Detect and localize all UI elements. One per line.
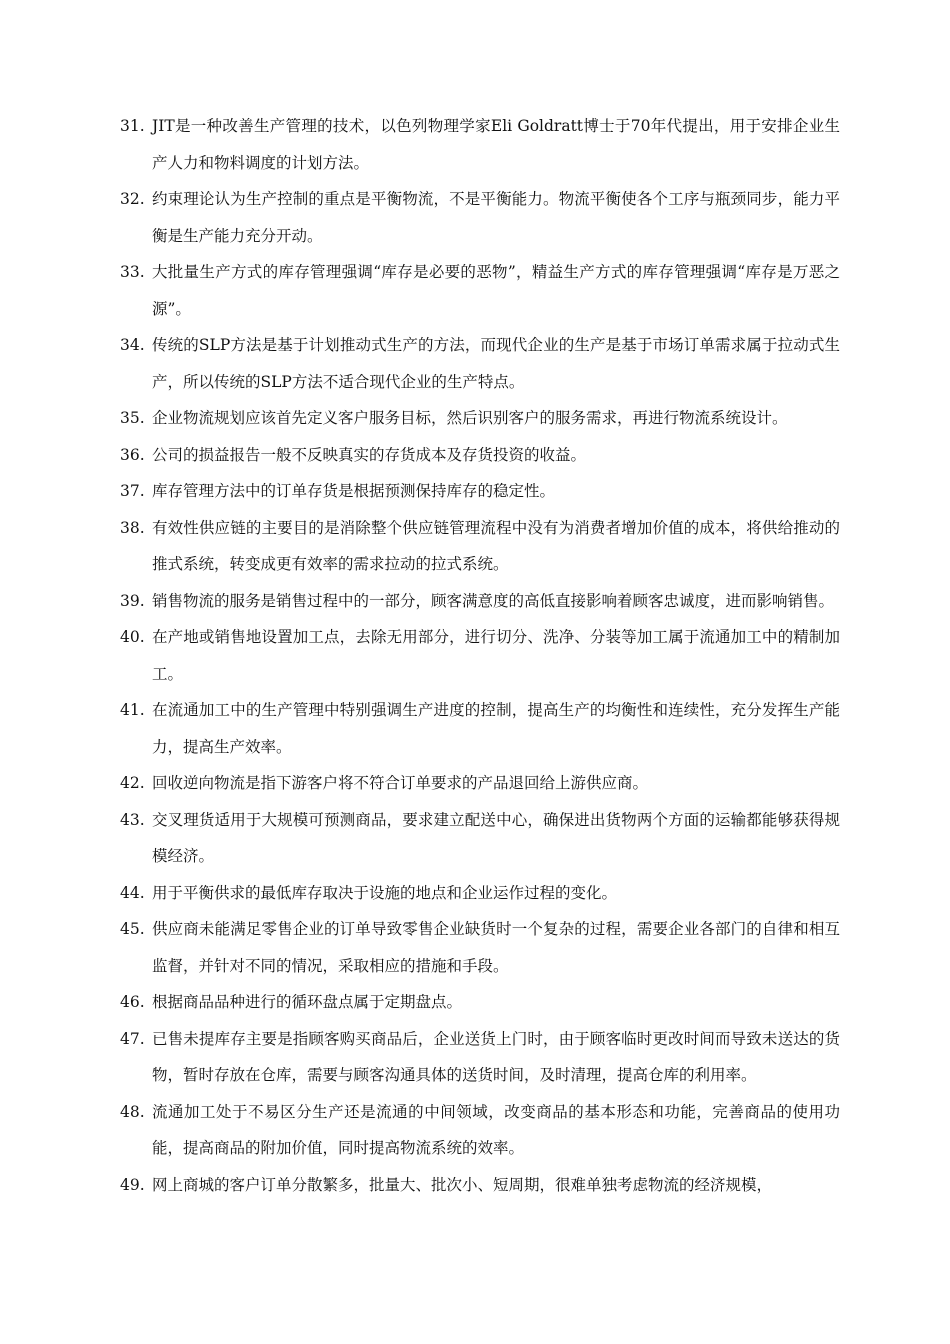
item-number: 39. — [120, 591, 145, 610]
item-number: 38. — [120, 518, 145, 537]
item-number: 31. — [120, 117, 145, 135]
list-item — [120, 1094, 840, 1167]
item-text: 网上商城的客户订单分散繁多，批量大、批次小、短周期，很难单独考虑物流的经济规模， — [152, 1175, 773, 1194]
item-number: 41. — [120, 701, 145, 719]
list-item — [120, 765, 840, 802]
item-text: 大批量生产方式的库存管理强调“库存是必要的恶物”，精益生产方式的库存管理强调“库存是万恶之源”。 — [152, 263, 840, 318]
item-number: 48. — [120, 1102, 145, 1121]
question-list — [120, 108, 840, 1203]
item-text: 企业物流规划应该首先定义客户服务目标，然后识别客户的服务需求，再进行物流系统设计。 — [152, 409, 788, 427]
item-text: 在产地或销售地设置加工点，去除无用部分，进行切分、洗净、分装等加工属于流通加工中的精制加工。 — [152, 628, 840, 683]
item-text: 在流通加工中的生产管理中特别强调生产进度的控制，提高生产的均衡性和连续性，充分发挥生产能力，提高生产效率。 — [152, 701, 840, 756]
item-number: 43. — [120, 810, 145, 829]
list-item — [120, 181, 840, 254]
item-text: 已售未提库存主要是指顾客购买商品后，企业送货上门时，由于顾客临时更改时间而导致未送达的货物，暂时存放在仓库，需要与顾客沟通具体的送货时间，及时清理，提高仓库的利用率。 — [152, 1029, 840, 1084]
item-number: 33. — [120, 263, 145, 281]
list-item — [120, 473, 840, 510]
item-text: 流通加工处于不易区分生产还是流通的中间领域，改变商品的基本形态和功能，完善商品的使用功能，提高商品的附加价值，同时提高物流系统的效率。 — [152, 1102, 840, 1157]
list-item — [120, 437, 840, 474]
list-item — [120, 327, 840, 400]
item-number: 32. — [120, 190, 145, 208]
list-item — [120, 108, 840, 181]
list-item — [120, 911, 840, 984]
item-number: 45. — [120, 920, 145, 938]
list-item — [120, 583, 840, 620]
item-text: 交叉理货适用于大规模可预测商品，要求建立配送中心，确保进出货物两个方面的运输都能够获得规模经济。 — [152, 810, 840, 865]
item-number: 49. — [120, 1175, 145, 1194]
item-text: 用于平衡供求的最低库存取决于设施的地点和企业运作过程的变化。 — [152, 883, 618, 902]
list-item — [120, 802, 840, 875]
list-item — [120, 984, 840, 1021]
item-number: 40. — [120, 628, 145, 646]
list-item — [120, 1021, 840, 1094]
item-text: 回收逆向物流是指下游客户将不符合订单要求的产品退回给上游供应商。 — [152, 774, 649, 792]
list-item — [120, 510, 840, 583]
list-item — [120, 619, 840, 692]
item-text: 库存管理方法中的订单存货是根据预测保持库存的稳定性。 — [152, 482, 556, 500]
item-number: 34. — [120, 336, 145, 354]
item-number: 46. — [120, 993, 145, 1011]
list-item — [120, 1167, 840, 1204]
item-text: 有效性供应链的主要目的是消除整个供应链管理流程中没有为消费者增加价值的成本，将供给推动的推式系统，转变成更有效率的需求拉动的拉式系统。 — [152, 518, 840, 573]
item-text: 根据商品品种进行的循环盘点属于定期盘点。 — [152, 993, 463, 1011]
list-item — [120, 400, 840, 437]
item-number: 42. — [120, 774, 145, 792]
item-number: 44. — [120, 883, 145, 902]
item-text: 供应商未能满足零售企业的订单导致零售企业缺货时一个复杂的过程，需要企业各部门的自律和相互监督，并针对不同的情况，采取相应的措施和手段。 — [152, 920, 840, 975]
list-item — [120, 254, 840, 327]
item-text: 传统的SLP方法是基于计划推动式生产的方法，而现代企业的生产是基于市场订单需求属于拉动式生产，所以传统的SLP方法不适合现代企业的生产特点。 — [152, 336, 840, 391]
item-number: 37. — [120, 482, 145, 500]
item-text: 约束理论认为生产控制的重点是平衡物流，不是平衡能力。物流平衡使各个工序与瓶颈同步，能力平衡是生产能力充分开动。 — [152, 190, 840, 245]
item-number: 36. — [120, 445, 145, 464]
item-text: 销售物流的服务是销售过程中的一部分，顾客满意度的高低直接影响着顾客忠诚度，进而影响销售。 — [152, 591, 835, 610]
item-number: 35. — [120, 409, 145, 427]
list-item — [120, 875, 840, 912]
item-text: JIT是一种改善生产管理的技术，以色列物理学家Eli Goldratt博士于70年代提出，用于安排企业生产人力和物料调度的计划方法。 — [152, 117, 840, 172]
list-item — [120, 692, 840, 765]
item-number: 47. — [120, 1029, 145, 1048]
item-text: 公司的损益报告一般不反映真实的存货成本及存货投资的收益。 — [152, 445, 587, 464]
